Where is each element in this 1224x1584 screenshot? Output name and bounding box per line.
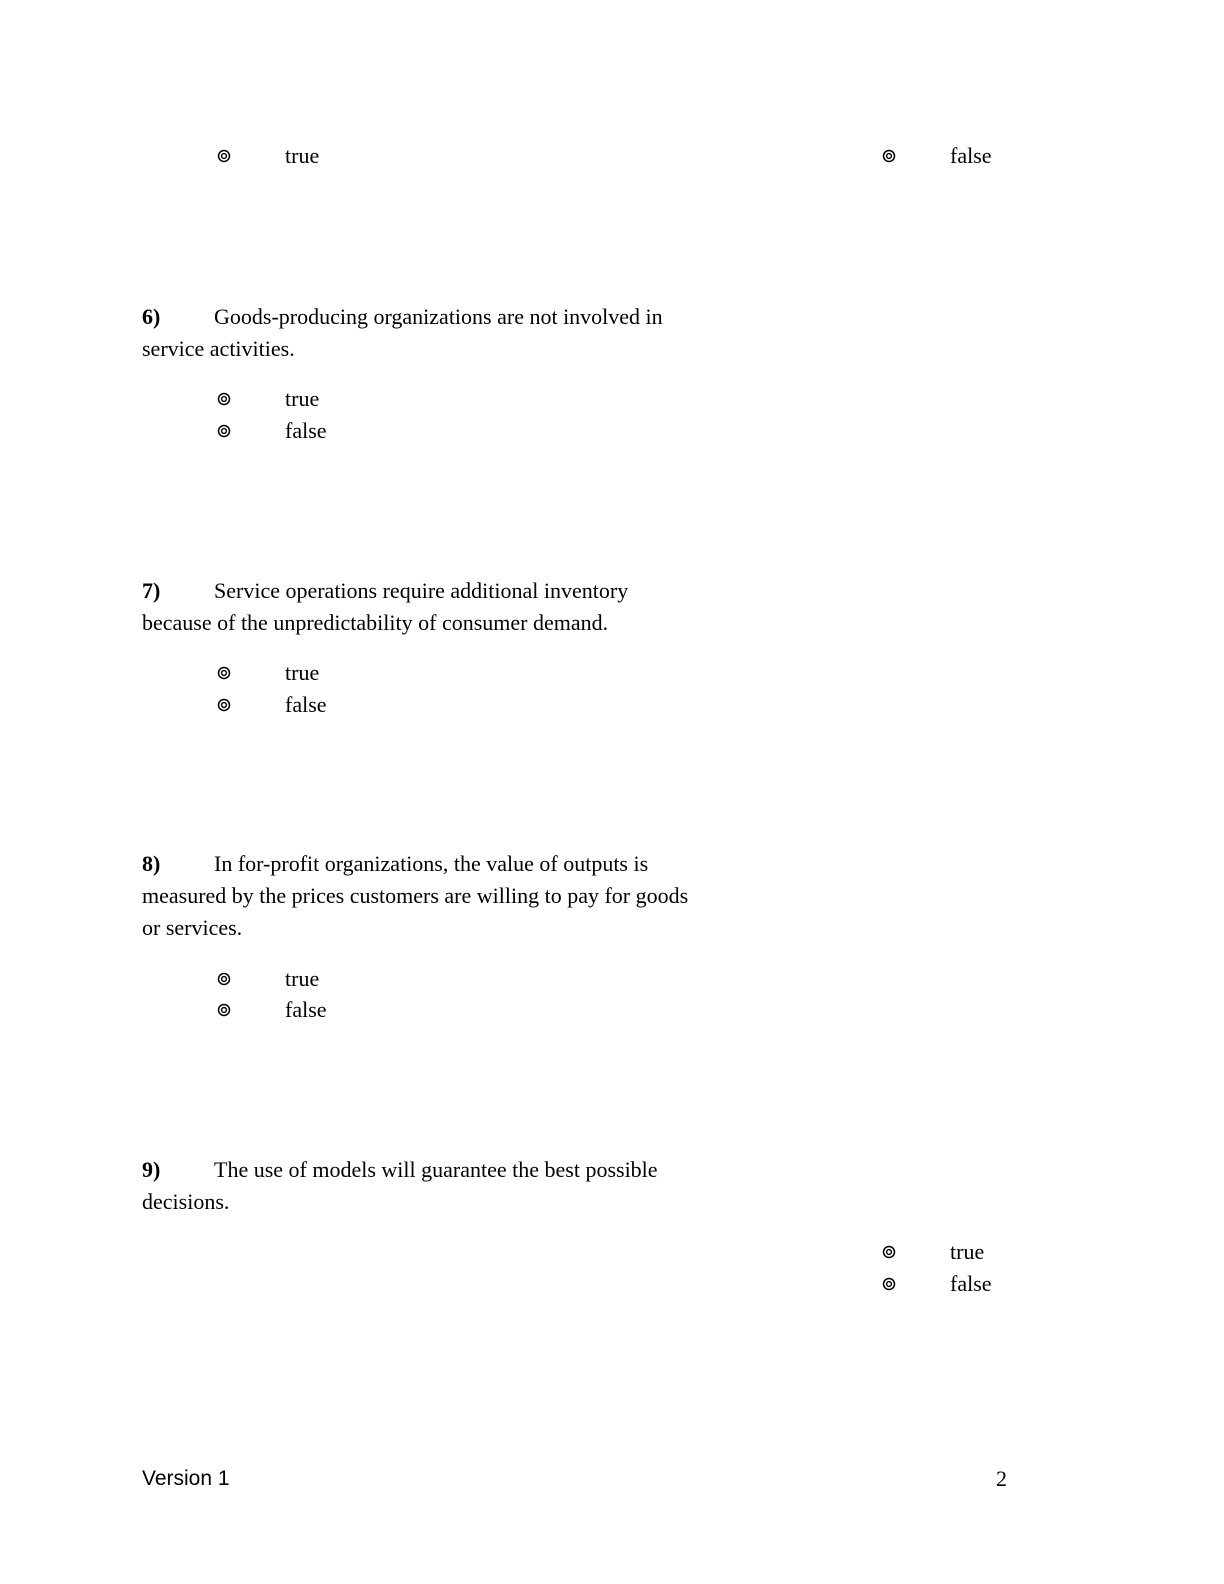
option-label: false <box>950 1271 992 1296</box>
radio-bullet-icon <box>217 698 231 712</box>
option-radio[interactable] <box>217 415 417 447</box>
question-7-line-2: because of the unpredictability of consumer demand. <box>142 610 609 635</box>
footer-version: Version 1 <box>142 1467 230 1490</box>
option-radio[interactable] <box>882 1236 1082 1268</box>
option-radio[interactable] <box>217 657 417 689</box>
radio-bullet-icon <box>217 149 231 163</box>
question-8-line-3: or services. <box>142 915 243 940</box>
option-label: true <box>285 143 320 168</box>
question-number: 8) <box>142 851 161 876</box>
option-radio[interactable] <box>217 994 417 1026</box>
radio-bullet-icon <box>217 424 231 438</box>
question-number: 9) <box>142 1157 161 1182</box>
radio-bullet-icon <box>882 1277 896 1291</box>
option-radio[interactable] <box>882 1268 1082 1300</box>
radio-bullet-icon <box>217 666 231 680</box>
option-radio[interactable] <box>217 383 417 415</box>
question-8-line-2: measured by the prices customers are willing to pay for goods <box>142 883 689 908</box>
radio-bullet-icon <box>882 1245 896 1259</box>
option-radio[interactable] <box>882 140 1082 172</box>
question-6-line-2: service activities. <box>142 336 295 361</box>
option-radio[interactable] <box>217 140 417 172</box>
radio-bullet-icon <box>217 392 231 406</box>
page-number: 2 <box>996 1466 1007 1491</box>
option-label: false <box>285 997 327 1022</box>
option-label: true <box>285 966 320 991</box>
question-6-line-1: 6) Goods-producing organizations are not involved in <box>142 301 663 333</box>
question-number: 7) <box>142 578 161 603</box>
option-label: false <box>285 418 327 443</box>
option-label: false <box>285 692 327 717</box>
option-radio[interactable] <box>217 963 417 995</box>
radio-bullet-icon <box>217 972 231 986</box>
question-9-line-1: 9) The use of models will guarantee the best possible <box>142 1154 658 1186</box>
option-radio[interactable] <box>217 689 417 721</box>
option-label: true <box>950 1239 985 1264</box>
question-8-line-1: 8) In for-profit organizations, the value of outputs is <box>142 848 648 880</box>
question-number: 6) <box>142 304 161 329</box>
option-label: true <box>285 660 320 685</box>
option-label: true <box>285 386 320 411</box>
radio-bullet-icon <box>882 149 896 163</box>
question-7-line-1: 7) Service operations require additional inventory <box>142 575 628 607</box>
option-label: false <box>950 143 992 168</box>
radio-bullet-icon <box>217 1003 231 1017</box>
question-9-line-2: decisions. <box>142 1189 230 1214</box>
